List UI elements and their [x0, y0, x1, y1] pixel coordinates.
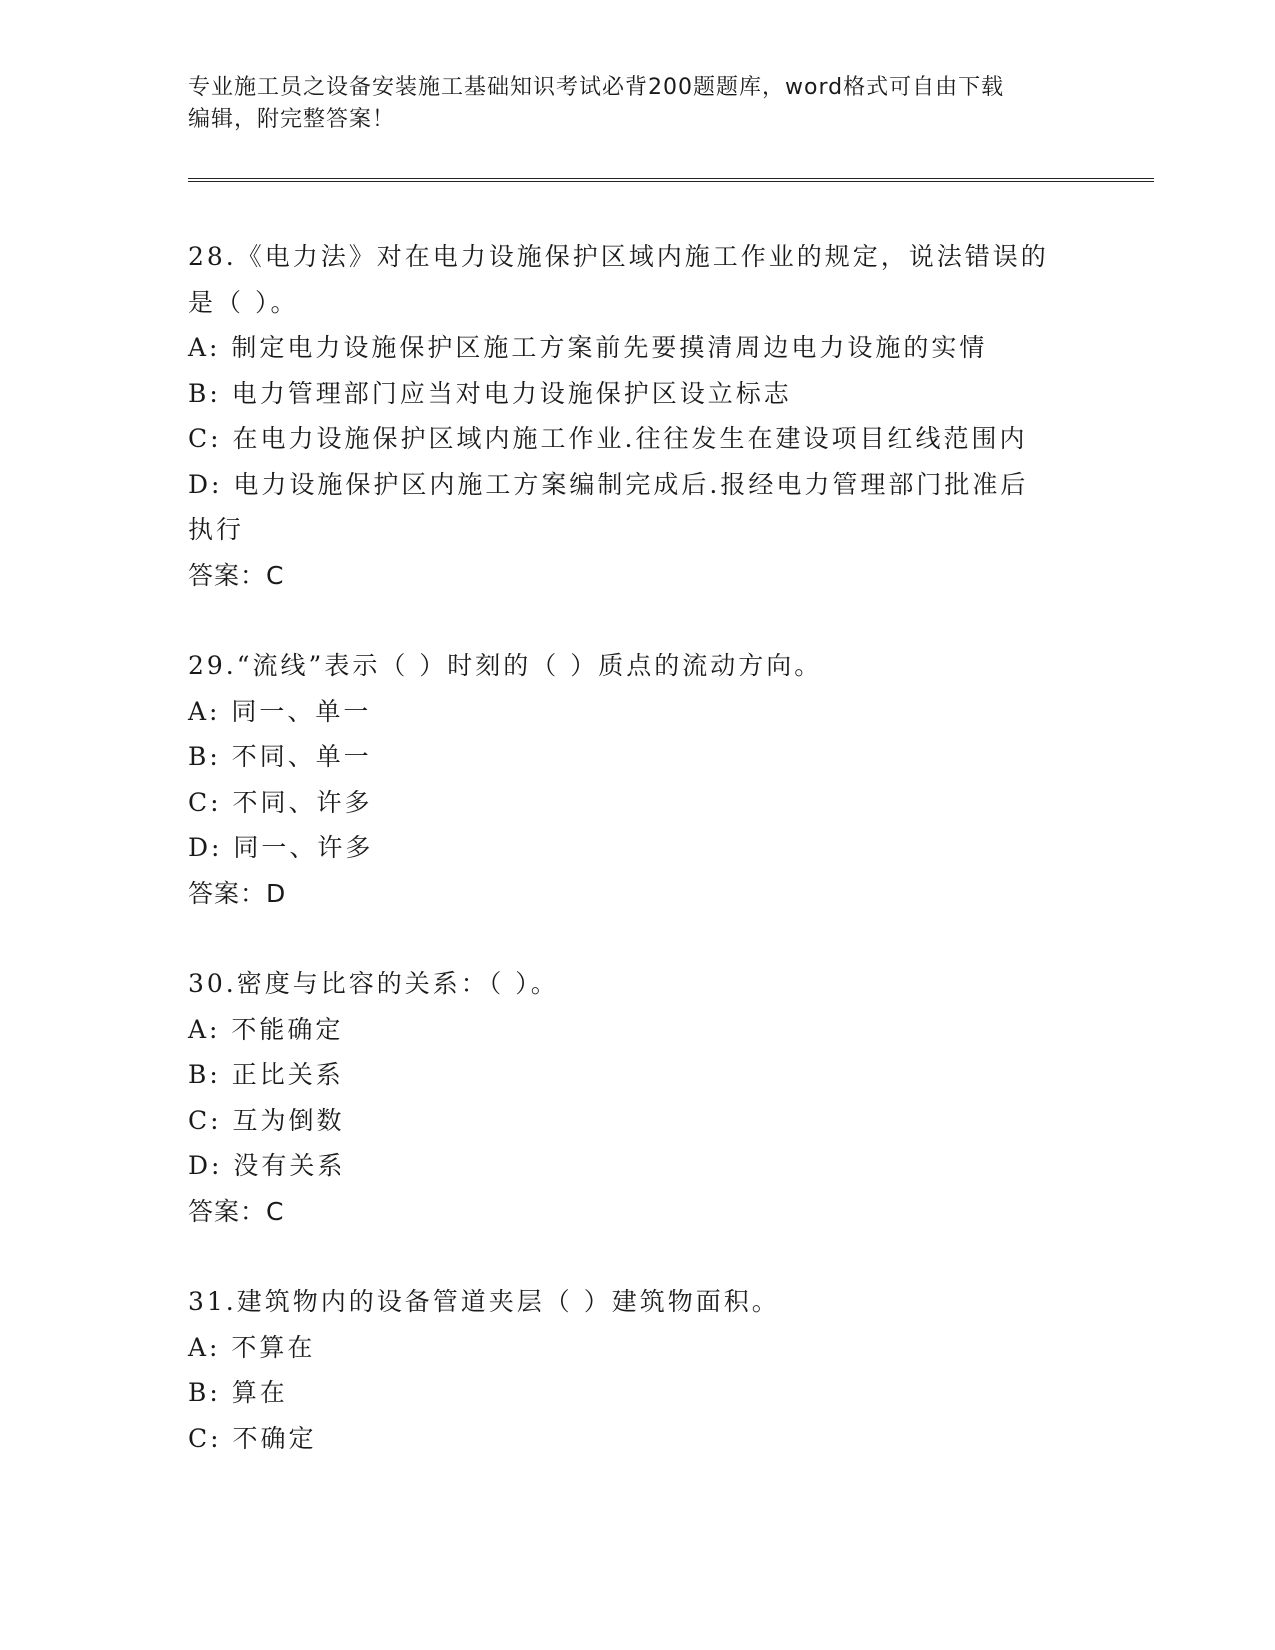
answer: 答案：D — [188, 878, 287, 908]
header-divider — [188, 178, 1154, 182]
answer: 答案：C — [188, 1196, 285, 1226]
header-line-1: 专业施工员之设备安装施工基础知识考试必背200题题库，word格式可自由下载 — [188, 75, 1005, 100]
option-b: B: 电力管理部门应当对电力设施保护区设立标志 — [188, 378, 792, 408]
question-30 — [188, 961, 1088, 1234]
answer: 答案：C — [188, 560, 285, 590]
option-a: A: 制定电力设施保护区施工方案前先要摸清周边电力设施的实情 — [188, 333, 988, 362]
question-29 — [188, 643, 1088, 916]
question-stem: 31.建筑物内的设备管道夹层（ ）建筑物面积。 — [188, 1287, 780, 1316]
option-c: C: 在电力设施保护区域内施工作业.往往发生在建设项目红线范围内 — [188, 424, 1028, 453]
option-a: A: 不算在 — [188, 1332, 316, 1362]
option-b: B: 算在 — [188, 1378, 288, 1407]
option-b: B: 正比关系 — [188, 1060, 344, 1089]
question-stem: 28.《电力法》对在电力设施保护区域内施工作业的规定，说法错误的 — [188, 242, 1049, 271]
question-31 — [188, 1279, 1088, 1461]
option-d: D: 同一、许多 — [188, 833, 374, 862]
question-28 — [188, 234, 1088, 598]
question-stem: 29.“流线”表示（ ）时刻的（ ）质点的流动方向。 — [188, 651, 823, 680]
option-d-continued: 执行 — [188, 515, 245, 544]
document-header — [188, 72, 1088, 136]
option-d: D: 没有关系 — [188, 1151, 346, 1180]
option-c: C: 不同、许多 — [188, 787, 373, 817]
question-stem-continued: 是（ ）。 — [188, 287, 299, 317]
option-d: D: 电力设施保护区内施工方案编制完成后.报经电力管理部门批准后 — [188, 469, 1029, 499]
question-stem: 30.密度与比容的关系：（ ）。 — [188, 969, 559, 998]
option-b: B: 不同、单一 — [188, 742, 372, 771]
option-a: A: 同一、单一 — [188, 696, 372, 726]
option-a: A: 不能确定 — [188, 1014, 344, 1044]
question-list — [188, 234, 1088, 1506]
option-c: C: 不确定 — [188, 1423, 317, 1453]
header-line-2: 编辑，附完整答案！ — [188, 107, 396, 132]
option-c: C: 互为倒数 — [188, 1105, 345, 1135]
